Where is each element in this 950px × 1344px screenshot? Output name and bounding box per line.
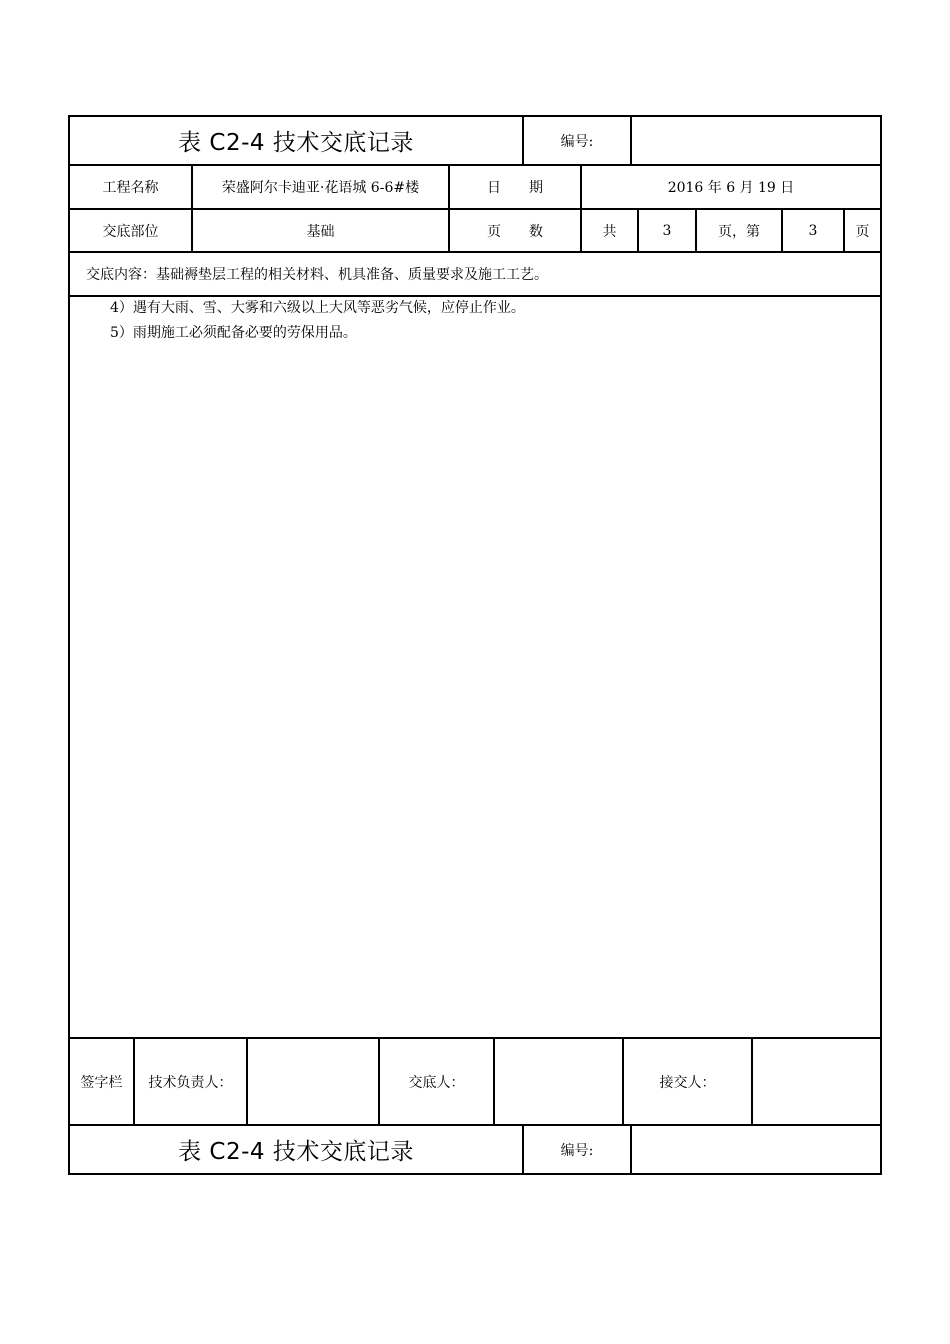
date-value: 2016 年 6 月 19 日	[667, 180, 795, 196]
discloser-signature[interactable]	[495, 1039, 622, 1124]
receiver-signature[interactable]	[753, 1039, 880, 1124]
current-page: 3	[808, 222, 818, 239]
page-title: 表 C2-4 技术交底记录	[178, 130, 414, 156]
content-summary: 交底内容：基础褥垫层工程的相关材料、机具准备、质量要求及施工工艺。	[86, 267, 548, 283]
signature-section-label: 签字栏	[80, 1074, 123, 1091]
pages-label: 页 数	[487, 223, 543, 240]
content-line: 4）遇有大雨、雪、大雾和六级以上大风等恶劣气候，应停止作业。	[110, 300, 525, 316]
tech-lead-label: 技术负责人：	[148, 1074, 233, 1091]
date-label: 日 期	[487, 180, 543, 196]
footer-number-field[interactable]	[632, 1126, 880, 1173]
tech-lead-signature[interactable]	[248, 1039, 378, 1124]
number-field[interactable]	[632, 117, 880, 164]
project-name-value: 荣盛阿尔卡迪亚·花语城 6-6#楼	[221, 180, 420, 196]
footer-title: 表 C2-4 技术交底记录	[178, 1139, 414, 1165]
content-line: 5）雨期施工必须配备必要的劳保用品。	[110, 325, 357, 341]
project-name-label: 工程名称	[102, 180, 159, 196]
page-suffix: 页	[855, 223, 870, 240]
page-mid-text: 页，第	[718, 223, 760, 240]
disclosure-part-value: 基础	[306, 223, 335, 240]
total-prefix: 共	[602, 223, 617, 240]
footer-number-label: 编号:	[560, 1142, 594, 1159]
number-label: 编号:	[560, 133, 594, 150]
receiver-label: 接交人：	[659, 1074, 716, 1091]
discloser-label: 交底人：	[408, 1074, 465, 1091]
total-pages: 3	[662, 222, 672, 239]
disclosure-part-label: 交底部位	[102, 223, 159, 240]
